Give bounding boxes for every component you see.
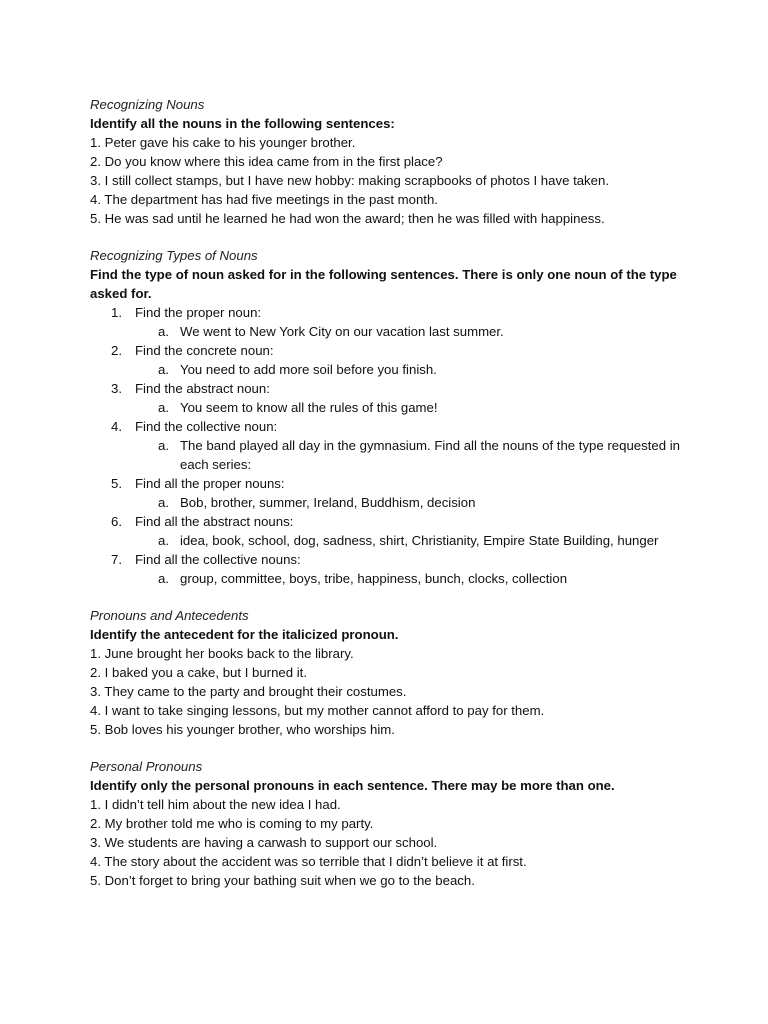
sub-item-text: You need to add more soil before you finish. bbox=[180, 362, 437, 377]
numbered-item bbox=[90, 474, 708, 493]
list-item: 1. Peter gave his cake to his younger brother. bbox=[90, 135, 356, 150]
sub-item bbox=[90, 398, 710, 417]
list-item: 3. They came to the party and brought their costumes. bbox=[90, 684, 407, 699]
sub-item-letter: a. bbox=[158, 362, 169, 377]
item-prompt: Find all the proper nouns: bbox=[135, 476, 285, 491]
section-pronouns-antecedents bbox=[90, 606, 708, 739]
numbered-item bbox=[90, 379, 708, 398]
item-number: 1. bbox=[111, 305, 122, 320]
numbered-item bbox=[90, 303, 708, 322]
list-item: 5. He was sad until he learned he had won the award; then he was filled with happiness. bbox=[90, 211, 605, 226]
list-item: 3. We students are having a carwash to support our school. bbox=[90, 835, 438, 850]
section-instruction: Identify only the personal pronouns in each sentence. There may be more than one. bbox=[90, 778, 615, 793]
sub-item-text: group, committee, boys, tribe, happiness, bunch, clocks, collection bbox=[180, 571, 568, 586]
sub-item-letter: a. bbox=[158, 324, 169, 339]
section-recognizing-nouns bbox=[90, 95, 708, 228]
section-instruction: Identify the antecedent for the italicized pronoun. bbox=[90, 627, 399, 642]
sub-item-text: We went to New York City on our vacation last summer. bbox=[180, 324, 504, 339]
item-prompt: Find the collective noun: bbox=[135, 419, 278, 434]
list-item: 3. I still collect stamps, but I have new hobby: making scrapbooks of photos I have taken. bbox=[90, 173, 609, 188]
sub-item bbox=[90, 360, 710, 379]
item-prompt: Find the abstract noun: bbox=[135, 381, 270, 396]
sub-item bbox=[90, 569, 710, 588]
list-item: 2. I baked you a cake, but I burned it. bbox=[90, 665, 308, 680]
list-item: 2. My brother told me who is coming to my party. bbox=[90, 816, 374, 831]
sub-item bbox=[90, 493, 710, 512]
sub-item-letter: a. bbox=[158, 571, 169, 586]
section-heading: Recognizing Nouns bbox=[90, 97, 205, 112]
item-number: 3. bbox=[111, 381, 122, 396]
numbered-item bbox=[90, 341, 708, 360]
list-item: 1. June brought her books back to the library. bbox=[90, 646, 354, 661]
list-item: 4. The department has had five meetings in the past month. bbox=[90, 192, 438, 207]
item-prompt: Find all the abstract nouns: bbox=[135, 514, 294, 529]
sub-item-text: Bob, brother, summer, Ireland, Buddhism, decision bbox=[180, 495, 476, 510]
sub-item-text: idea, book, school, dog, sadness, shirt, Christianity, Empire State Building, hunger bbox=[180, 533, 659, 548]
numbered-item bbox=[90, 550, 708, 569]
section-instruction: Find the type of noun asked for in the following sentences. There is only one noun of the type asked for. bbox=[90, 267, 677, 301]
section-types-of-nouns bbox=[90, 246, 708, 588]
list-item: 4. I want to take singing lessons, but my mother cannot afford to pay for them. bbox=[90, 703, 545, 718]
sub-item-letter: a. bbox=[158, 533, 169, 548]
sub-item-letter: a. bbox=[158, 400, 169, 415]
numbered-item bbox=[90, 512, 708, 531]
section-personal-pronouns bbox=[90, 757, 708, 890]
section-heading: Personal Pronouns bbox=[90, 759, 203, 774]
item-prompt: Find the proper noun: bbox=[135, 305, 262, 320]
list-item: 2. Do you know where this idea came from in the first place? bbox=[90, 154, 443, 169]
list-item: 4. The story about the accident was so terrible that I didn’t believe it at first. bbox=[90, 854, 527, 869]
sub-item-text: The band played all day in the gymnasium. Find all the nouns of the type requested in each series: bbox=[180, 438, 680, 472]
sub-item bbox=[90, 322, 710, 341]
sub-item-text: You seem to know all the rules of this game! bbox=[180, 400, 438, 415]
list-item: 5. Don’t forget to bring your bathing suit when we go to the beach. bbox=[90, 873, 475, 888]
item-number: 5. bbox=[111, 476, 122, 491]
item-prompt: Find the concrete noun: bbox=[135, 343, 274, 358]
sub-item bbox=[90, 436, 710, 474]
item-number: 7. bbox=[111, 552, 122, 567]
item-prompt: Find all the collective nouns: bbox=[135, 552, 301, 567]
sub-item bbox=[90, 531, 710, 550]
sub-item-letter: a. bbox=[158, 495, 169, 510]
section-heading: Recognizing Types of Nouns bbox=[90, 248, 258, 263]
item-number: 6. bbox=[111, 514, 122, 529]
sub-item-letter: a. bbox=[158, 438, 169, 453]
item-number: 2. bbox=[111, 343, 122, 358]
list-item: 1. I didn’t tell him about the new idea I had. bbox=[90, 797, 341, 812]
item-number: 4. bbox=[111, 419, 122, 434]
section-heading: Pronouns and Antecedents bbox=[90, 608, 249, 623]
list-item: 5. Bob loves his younger brother, who worships him. bbox=[90, 722, 395, 737]
numbered-item bbox=[90, 417, 708, 436]
section-instruction: Identify all the nouns in the following sentences: bbox=[90, 116, 395, 131]
